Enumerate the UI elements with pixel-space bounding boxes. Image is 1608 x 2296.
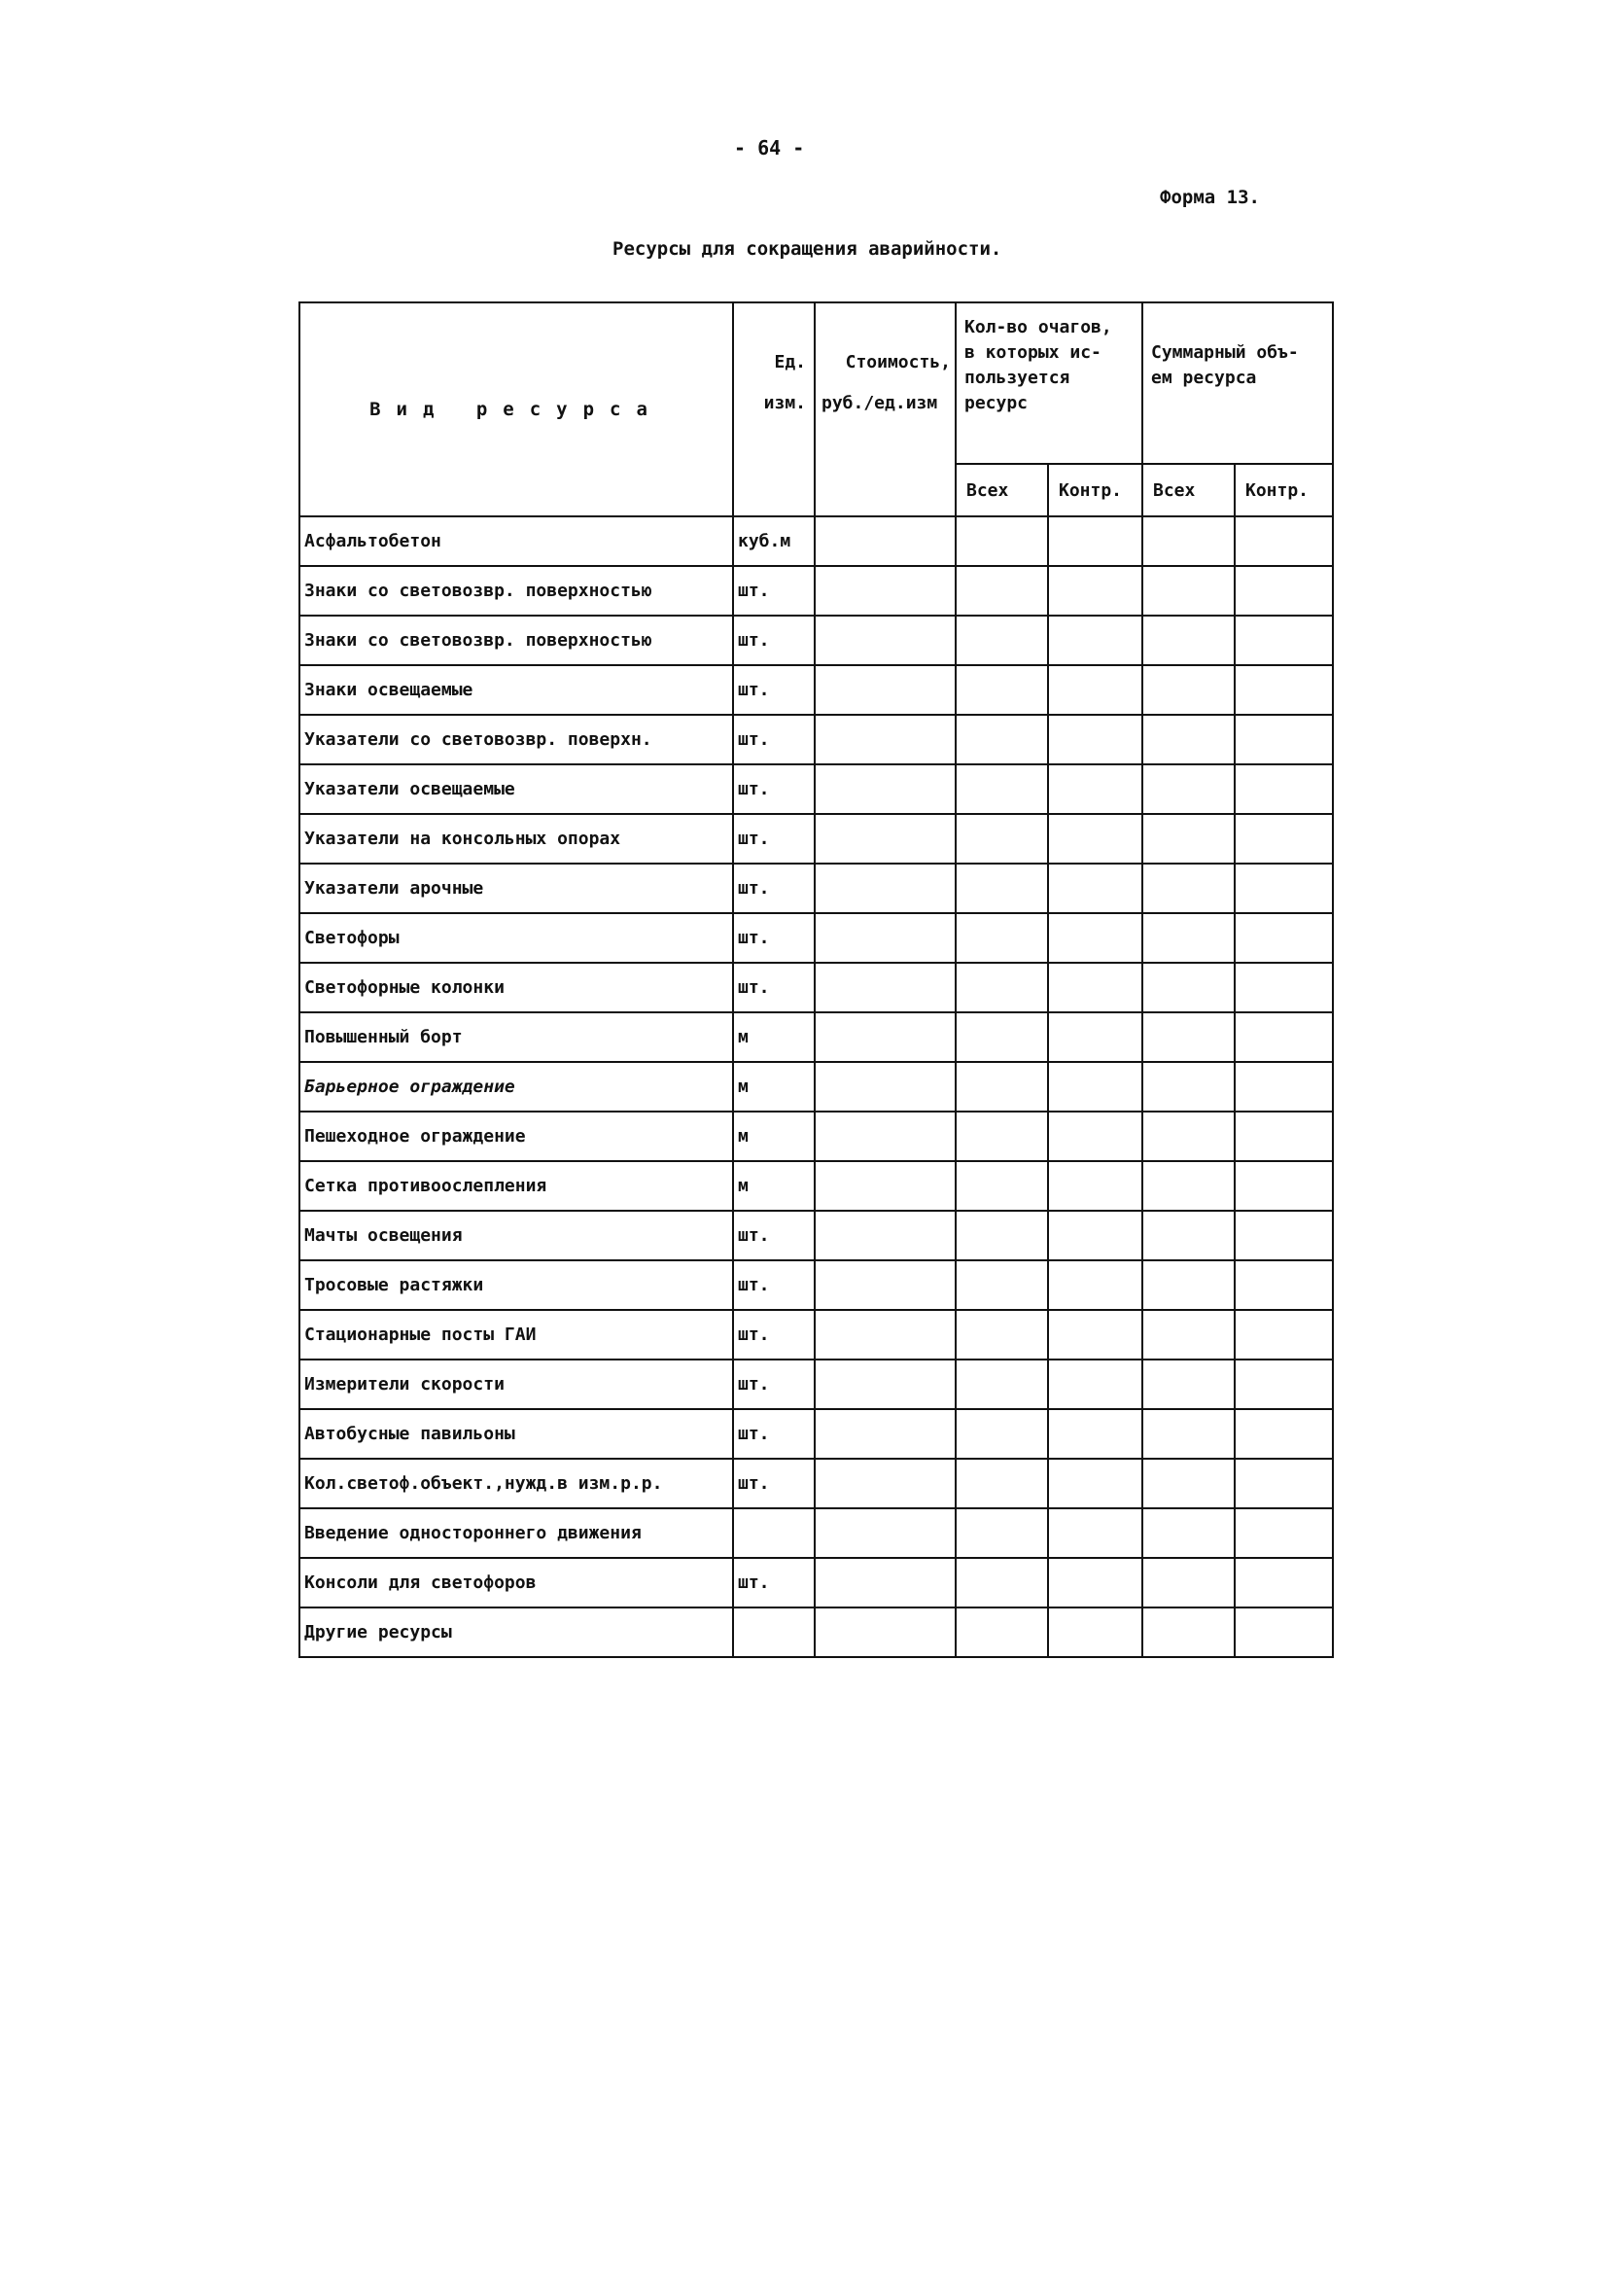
table-row <box>299 1459 1333 1508</box>
count-control-cell <box>1048 616 1142 665</box>
count-all-cell <box>956 864 1048 913</box>
table-row <box>299 665 1333 715</box>
resource-unit: шт. <box>733 1211 815 1260</box>
resource-name: Указатели арочные <box>299 864 733 913</box>
volume-control-cell <box>1235 1310 1333 1360</box>
volume-control-cell <box>1235 566 1333 616</box>
volume-control-cell <box>1235 715 1333 764</box>
form-label: Форма 13. <box>1160 187 1260 208</box>
resource-unit: шт. <box>733 1558 815 1607</box>
resource-unit: шт. <box>733 616 815 665</box>
count-all-cell <box>956 1459 1048 1508</box>
header-count-line1: Кол-во очагов, <box>964 317 1112 337</box>
header-unit <box>733 302 815 516</box>
count-all-cell <box>956 1558 1048 1607</box>
volume-all-cell <box>1142 516 1235 566</box>
volume-control-cell <box>1235 764 1333 814</box>
table-row <box>299 516 1333 566</box>
count-control-cell <box>1048 1211 1142 1260</box>
cost-cell <box>815 665 956 715</box>
page-number: - 64 - <box>734 136 805 159</box>
cost-cell <box>815 1459 956 1508</box>
resource-name: Консоли для светофоров <box>299 1558 733 1607</box>
count-control-cell <box>1048 1558 1142 1607</box>
cost-cell <box>815 1260 956 1310</box>
resource-name: Тросовые растяжки <box>299 1260 733 1310</box>
resource-name: Автобусные павильоны <box>299 1409 733 1459</box>
cost-cell <box>815 963 956 1012</box>
cost-cell <box>815 1508 956 1558</box>
count-control-cell <box>1048 1459 1142 1508</box>
resource-unit: шт. <box>733 764 815 814</box>
count-control-cell <box>1048 1112 1142 1161</box>
cost-cell <box>815 616 956 665</box>
resource-name: Указатели на консольных опорах <box>299 814 733 864</box>
cost-cell <box>815 516 956 566</box>
volume-control-cell <box>1235 1409 1333 1459</box>
resource-name: Введение одностороннего движения <box>299 1508 733 1558</box>
count-all-cell <box>956 1409 1048 1459</box>
cost-cell <box>815 1062 956 1112</box>
volume-control-cell <box>1235 1112 1333 1161</box>
resource-name: Знаки со световозвр. поверхностью <box>299 566 733 616</box>
resource-unit: шт. <box>733 814 815 864</box>
volume-all-cell <box>1142 566 1235 616</box>
resources-table <box>298 301 1334 1658</box>
count-all-cell <box>956 764 1048 814</box>
volume-control-cell <box>1235 1260 1333 1310</box>
resource-name: Барьерное ограждение <box>299 1062 733 1112</box>
count-all-cell <box>956 1310 1048 1360</box>
volume-control-cell <box>1235 1360 1333 1409</box>
volume-all-cell <box>1142 1161 1235 1211</box>
table-row <box>299 764 1333 814</box>
volume-all-cell <box>1142 715 1235 764</box>
count-control-cell <box>1048 1062 1142 1112</box>
count-control-cell <box>1048 963 1142 1012</box>
count-control-cell <box>1048 864 1142 913</box>
count-all-cell <box>956 516 1048 566</box>
resource-unit <box>733 1607 815 1657</box>
count-control-cell <box>1048 1260 1142 1310</box>
count-all-cell <box>956 1508 1048 1558</box>
volume-control-cell <box>1235 616 1333 665</box>
header-cost-line1: Стоимость, <box>845 352 951 372</box>
cost-cell <box>815 1012 956 1062</box>
count-all-cell <box>956 1161 1048 1211</box>
count-control-cell <box>1048 1508 1142 1558</box>
count-all-cell <box>956 616 1048 665</box>
table-row <box>299 1112 1333 1161</box>
count-control-cell <box>1048 814 1142 864</box>
volume-all-cell <box>1142 864 1235 913</box>
header-volume-control: Контр. <box>1235 464 1333 516</box>
table-row <box>299 1508 1333 1558</box>
count-all-cell <box>956 1260 1048 1310</box>
resource-name: Светофорные колонки <box>299 963 733 1012</box>
table-row <box>299 814 1333 864</box>
resource-unit: шт. <box>733 715 815 764</box>
volume-control-cell <box>1235 1459 1333 1508</box>
resource-unit: шт. <box>733 665 815 715</box>
count-all-cell <box>956 715 1048 764</box>
resource-unit: шт. <box>733 864 815 913</box>
header-volume <box>1142 302 1333 464</box>
cost-cell <box>815 566 956 616</box>
volume-control-cell <box>1235 963 1333 1012</box>
table-row <box>299 566 1333 616</box>
volume-all-cell <box>1142 814 1235 864</box>
resource-name: Другие ресурсы <box>299 1607 733 1657</box>
volume-all-cell <box>1142 1558 1235 1607</box>
resource-name: Указатели освещаемые <box>299 764 733 814</box>
table-row <box>299 1360 1333 1409</box>
count-all-cell <box>956 1360 1048 1409</box>
table-row <box>299 913 1333 963</box>
volume-control-cell <box>1235 1161 1333 1211</box>
header-volume-line1: Суммарный объ- <box>1151 342 1299 363</box>
volume-all-cell <box>1142 1459 1235 1508</box>
resource-name: Кол.светоф.объект.,нужд.в изм.р.р. <box>299 1459 733 1508</box>
count-all-cell <box>956 1112 1048 1161</box>
cost-cell <box>815 1558 956 1607</box>
resource-unit: шт. <box>733 1310 815 1360</box>
volume-all-cell <box>1142 1112 1235 1161</box>
count-all-cell <box>956 665 1048 715</box>
cost-cell <box>815 1112 956 1161</box>
cost-cell <box>815 1310 956 1360</box>
resource-unit: шт. <box>733 1260 815 1310</box>
volume-all-cell <box>1142 1062 1235 1112</box>
header-count <box>956 302 1142 464</box>
table-row <box>299 1558 1333 1607</box>
table-row <box>299 1260 1333 1310</box>
table-row <box>299 715 1333 764</box>
resource-unit: шт. <box>733 1409 815 1459</box>
volume-control-cell <box>1235 1211 1333 1260</box>
cost-cell <box>815 913 956 963</box>
table-row <box>299 864 1333 913</box>
resource-unit: м <box>733 1062 815 1112</box>
resource-unit: куб.м <box>733 516 815 566</box>
header-volume-line2: ем ресурса <box>1151 368 1257 388</box>
table-row <box>299 1161 1333 1211</box>
volume-all-cell <box>1142 1310 1235 1360</box>
volume-all-cell <box>1142 616 1235 665</box>
count-control-cell <box>1048 1409 1142 1459</box>
volume-control-cell <box>1235 814 1333 864</box>
volume-control-cell <box>1235 1012 1333 1062</box>
count-control-cell <box>1048 1360 1142 1409</box>
header-count-line4: ресурс <box>964 393 1029 413</box>
resource-unit: м <box>733 1112 815 1161</box>
count-control-cell <box>1048 913 1142 963</box>
volume-control-cell <box>1235 1062 1333 1112</box>
count-control-cell <box>1048 764 1142 814</box>
resource-name: Знаки со световозвр. поверхностью <box>299 616 733 665</box>
resource-name: Мачты освещения <box>299 1211 733 1260</box>
count-all-cell <box>956 963 1048 1012</box>
count-control-cell <box>1048 1310 1142 1360</box>
count-control-cell <box>1048 1161 1142 1211</box>
resource-name: Асфальтобетон <box>299 516 733 566</box>
count-all-cell <box>956 566 1048 616</box>
header-cost-line2: руб./ед.изм <box>821 393 938 413</box>
volume-all-cell <box>1142 963 1235 1012</box>
resource-unit: шт. <box>733 1360 815 1409</box>
table-body <box>299 516 1333 1657</box>
volume-control-cell <box>1235 516 1333 566</box>
cost-cell <box>815 715 956 764</box>
count-control-cell <box>1048 1012 1142 1062</box>
volume-control-cell <box>1235 1558 1333 1607</box>
volume-all-cell <box>1142 1211 1235 1260</box>
header-volume-all: Всех <box>1142 464 1235 516</box>
count-control-cell <box>1048 1607 1142 1657</box>
header-count-all: Всех <box>956 464 1048 516</box>
cost-cell <box>815 1211 956 1260</box>
volume-control-cell <box>1235 665 1333 715</box>
table-row <box>299 1062 1333 1112</box>
table-row <box>299 1211 1333 1260</box>
volume-all-cell <box>1142 1360 1235 1409</box>
volume-control-cell <box>1235 1607 1333 1657</box>
table-row <box>299 963 1333 1012</box>
cost-cell <box>815 1409 956 1459</box>
count-control-cell <box>1048 665 1142 715</box>
count-all-cell <box>956 1607 1048 1657</box>
count-all-cell <box>956 1062 1048 1112</box>
count-all-cell <box>956 814 1048 864</box>
resource-unit: шт. <box>733 566 815 616</box>
volume-all-cell <box>1142 913 1235 963</box>
table-row <box>299 1607 1333 1657</box>
table-row <box>299 616 1333 665</box>
resource-name: Светофоры <box>299 913 733 963</box>
resource-unit: м <box>733 1012 815 1062</box>
header-count-line2: в которых ис- <box>964 342 1101 363</box>
count-all-cell <box>956 913 1048 963</box>
count-all-cell <box>956 1012 1048 1062</box>
volume-all-cell <box>1142 764 1235 814</box>
resource-name: Измерители скорости <box>299 1360 733 1409</box>
header-count-line3: пользуется <box>964 368 1070 388</box>
resource-name: Стационарные посты ГАИ <box>299 1310 733 1360</box>
resource-name: Повышенный борт <box>299 1012 733 1062</box>
count-control-cell <box>1048 516 1142 566</box>
count-control-cell <box>1048 715 1142 764</box>
resource-name: Указатели со световозвр. поверхн. <box>299 715 733 764</box>
table-title: Ресурсы для сокращения аварийности. <box>612 238 1002 260</box>
header-cost <box>815 302 956 516</box>
header-unit-line1: Ед. <box>774 352 806 372</box>
volume-control-cell <box>1235 864 1333 913</box>
resource-name: Знаки освещаемые <box>299 665 733 715</box>
table-row <box>299 1310 1333 1360</box>
volume-all-cell <box>1142 1260 1235 1310</box>
table-row <box>299 1012 1333 1062</box>
header-resource-type: Вид ресурса <box>299 302 733 516</box>
cost-cell <box>815 1360 956 1409</box>
cost-cell <box>815 1607 956 1657</box>
volume-all-cell <box>1142 1012 1235 1062</box>
cost-cell <box>815 864 956 913</box>
volume-control-cell <box>1235 913 1333 963</box>
table-row <box>299 1409 1333 1459</box>
volume-all-cell <box>1142 1409 1235 1459</box>
cost-cell <box>815 1161 956 1211</box>
volume-control-cell <box>1235 1508 1333 1558</box>
resource-unit: м <box>733 1161 815 1211</box>
volume-all-cell <box>1142 665 1235 715</box>
volume-all-cell <box>1142 1607 1235 1657</box>
resource-unit <box>733 1508 815 1558</box>
resource-name: Сетка противоослепления <box>299 1161 733 1211</box>
resource-unit: шт. <box>733 1459 815 1508</box>
cost-cell <box>815 814 956 864</box>
volume-all-cell <box>1142 1508 1235 1558</box>
cost-cell <box>815 764 956 814</box>
resource-unit: шт. <box>733 913 815 963</box>
resource-unit: шт. <box>733 963 815 1012</box>
header-count-control: Контр. <box>1048 464 1142 516</box>
count-all-cell <box>956 1211 1048 1260</box>
header-unit-line2: изм. <box>763 393 806 413</box>
count-control-cell <box>1048 566 1142 616</box>
resource-name: Пешеходное ограждение <box>299 1112 733 1161</box>
